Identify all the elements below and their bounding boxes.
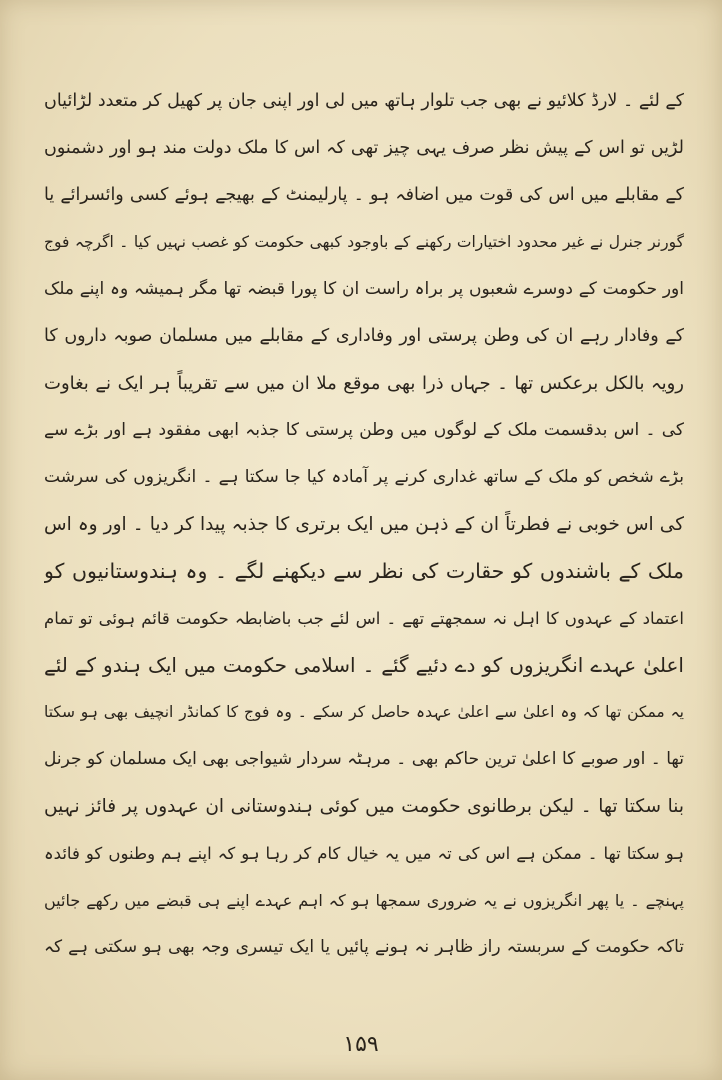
text-line: اور حکومت کے دوسرے شعبوں پر براہ راست ان کا پورا قبضہ تھا مگر ہمیشہ وہ اپنے ملک	[44, 279, 684, 299]
text-line: کے وفادار رہے ان کی وطن پرستی اور وفاداری کے مقابلے میں مسلمان صوبہ داروں کا	[44, 326, 684, 346]
text-line: تھا ۔ اور صوبے کا اعلیٰ ترین حاکم بھی ۔ مرہٹہ سردار شیواجی بھی ایک مسلمان کو جرنل	[44, 749, 684, 769]
text-line: کے مقابلے میں اس کی قوت میں اضافہ ہو ۔ پارلیمنٹ کے بھیجے ہوئے کسی وائسرائے یا	[44, 185, 684, 205]
text-line: رویہ بالکل برعکس تھا ۔ جہاں ذرا بھی موقع ملا ان میں سے تقریباً ہر ایک نے بغاوت	[44, 373, 684, 394]
text-line: بنا سکتا تھا ۔ لیکن برطانوی حکومت میں کوئی ہندوستانی ان عہدوں پر فائز نہیں	[44, 796, 684, 817]
text-line: ملک کے باشندوں کو حقارت کی نظر سے دیکھنے لگے ۔ وہ ہندوستانیوں کو	[44, 559, 684, 583]
text-line: کے لئے ۔ لارڈ کلائیو نے بھی جب تلوار ہاتھ میں لی اور اپنی جان پر کھیل کر متعدد لڑائیاں	[44, 91, 684, 111]
body-text	[44, 78, 684, 971]
page-number: ۱۵۹	[343, 1032, 379, 1057]
text-line: پہنچے ۔ یا پھر انگریزوں نے یہ ضروری سمجھا ہو کہ اہم عہدے اپنے ہی قبضے میں رکھے جائیں	[44, 891, 684, 910]
text-line: اعتماد کے عہدوں کا اہل نہ سمجھتے تھے ۔ اس لئے جب باضابطہ حکومت قائم ہوئی تو تمام	[44, 609, 684, 628]
text-line: کی اس خوبی نے فطرتاً ان کے ذہن میں ایک برتری کا جذبہ پیدا کر دیا ۔ اور وہ اس	[44, 514, 684, 535]
text-line: بڑے شخص کو ملک کے ساتھ غداری کرنے پر آمادہ کیا جا سکتا ہے ۔ انگریزوں کی سرشت	[44, 467, 684, 487]
text-line: لڑیں تو اس کے پیش نظر صرف یہی چیز تھی کہ اس کا ملک دولت مند ہو اور دشمنوں	[44, 138, 684, 158]
text-line: گورنر جنرل نے غیر محدود اختیارات رکھنے کے باوجود کبھی حکومت کو غصب نہیں کیا ۔ اگرچہ فوج	[44, 233, 684, 251]
text-line: یہ ممکن تھا کہ وہ اعلیٰ سے اعلیٰ عہدہ حاصل کر سکے ۔ وہ فوج کا کمانڈر انچیف بھی ہو سکتا	[44, 703, 684, 721]
text-line: اعلیٰ عہدے انگریزوں کو دے دئیے گئے ۔ اسلامی حکومت میں ایک ہندو کے لئے	[44, 653, 684, 677]
text-line: ہو سکتا تھا ۔ ممکن ہے اس کی تہ میں یہ خیال کام کر رہا ہو کہ اپنے ہم وطنوں کو فائدہ	[44, 844, 684, 863]
text-line: تاکہ حکومت کے سربستہ راز ظاہر نہ ہونے پائیں یا ایک تیسری وجہ بھی ہو سکتی ہے کہ	[44, 937, 684, 957]
text-line: کی ۔ اس بدقسمت ملک کے لوگوں میں وطن پرستی کا جذبہ ابھی مفقود ہے اور بڑے سے	[44, 420, 684, 440]
